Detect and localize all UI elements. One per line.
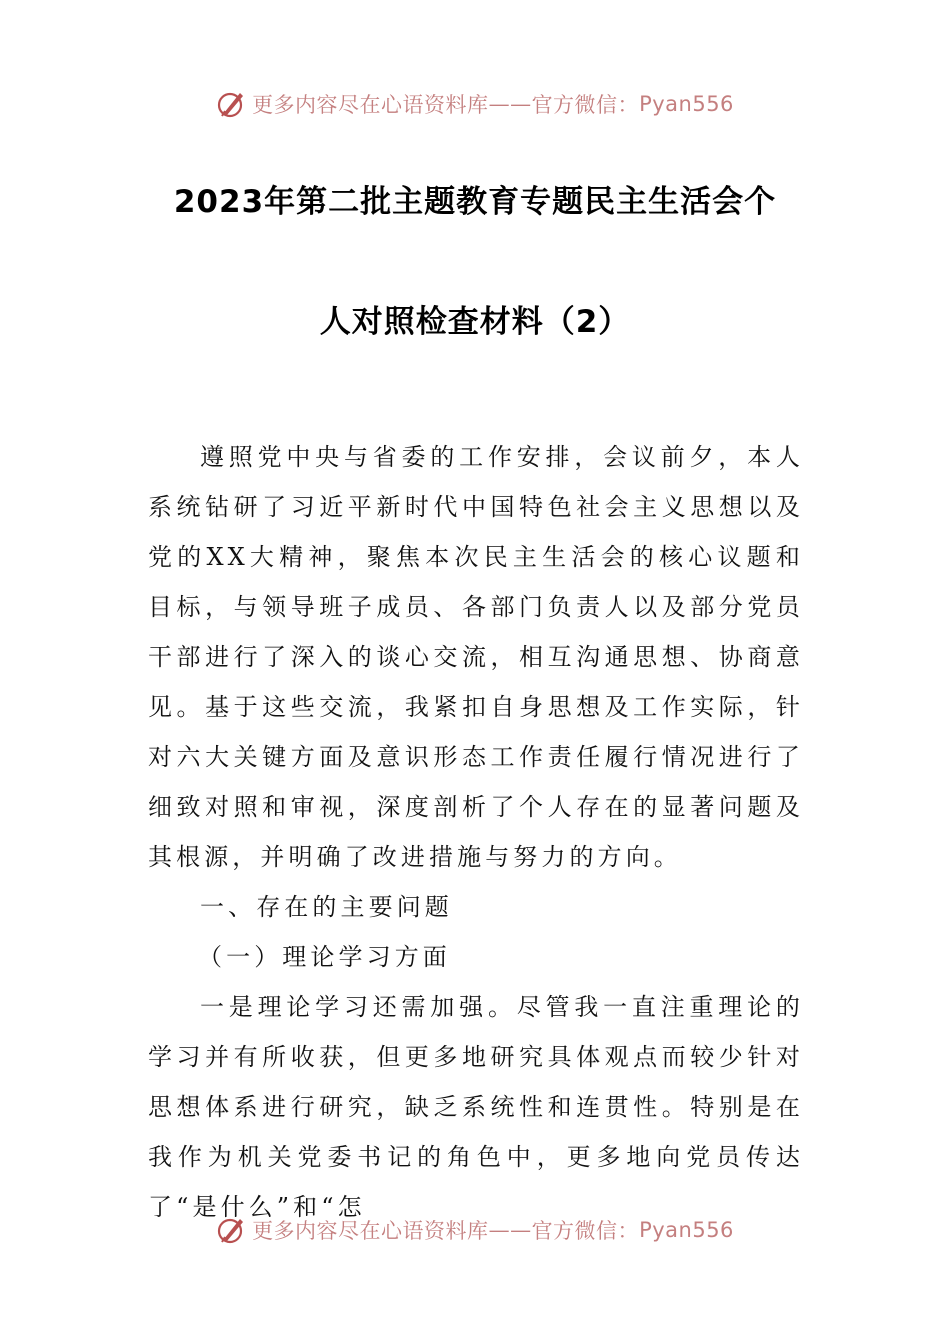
watermark-dash: ——: [488, 1218, 532, 1242]
watermark-wechat-id: Pyan556: [639, 1218, 734, 1242]
watermark-wechat-label: 官方微信：: [531, 93, 640, 117]
watermark-wechat-id: Pyan556: [639, 92, 734, 116]
watermark-wechat-label: 官方微信：: [531, 1219, 640, 1243]
subsection-heading: （一）理论学习方面: [198, 943, 451, 971]
intro-paragraph: 遵照党中央与省委的工作安排，会议前夕，本人系统钻研了习近平新时代中国特色社会主义思想以及党的XX大精神，聚焦本次民主生活会的核心议题和目标，与领导班子成员、各部门负责人以及部分党员干部进行了深入的谈心交流，相互沟通思想、协商意见。基于这些交流，我紧扣自身思想及工作实际，针对六大关键方面及意识形态工作责任履行情况进行了细致对照和审视，深度剖析了个人存在的显著问题及其根源，并明确了改进措施与努力的方向。: [148, 443, 804, 871]
watermark-footer: [0, 1210, 950, 1250]
doc-title-line-1: 2023年第二批主题教育专题民主生活会个: [173, 184, 777, 220]
watermark-brand: 更多内容尽在心语资料库: [252, 1219, 489, 1243]
quill-logo-icon: [216, 1213, 250, 1247]
watermark-dash: ——: [488, 92, 532, 116]
body-paragraph: 一是理论学习还需加强。尽管我一直注重理论的学习并有所收获，但更多地研究具体观点而较少针对思想体系进行研究，缺乏系统性和连贯性。特别是在我作为机关党委书记的角色中，更多地向党员传达了“是什么”和“怎: [148, 993, 804, 1221]
watermark-brand: 更多内容尽在心语资料库: [252, 93, 489, 117]
quill-logo-icon: [216, 87, 250, 121]
watermark-header: [0, 84, 950, 124]
doc-body: [148, 432, 804, 1232]
section-heading: 一、存在的主要问题: [200, 893, 453, 921]
doc-title-line-2: 人对照检查材料（2）: [319, 304, 631, 340]
